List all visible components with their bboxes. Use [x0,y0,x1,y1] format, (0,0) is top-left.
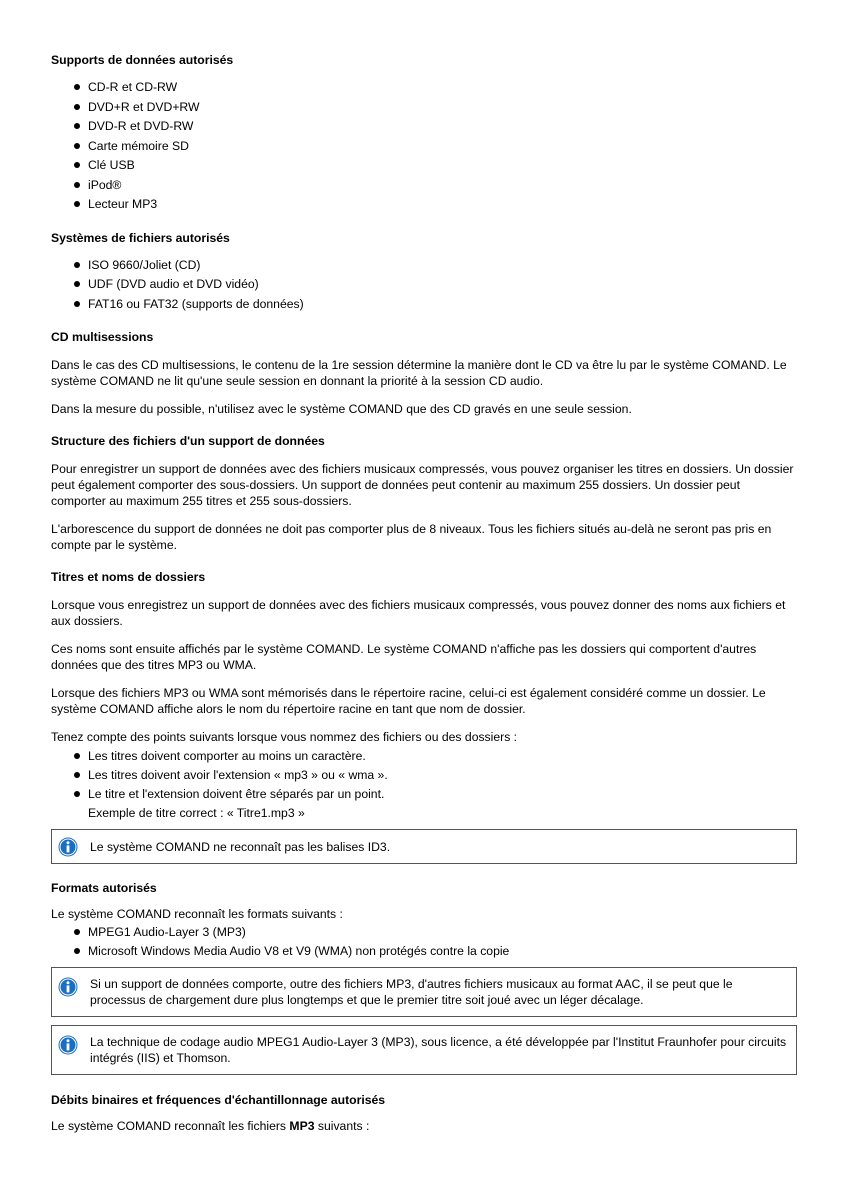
info-note: Le système COMAND ne reconnaît pas les balises ID3. [51,829,797,864]
bullet-icon [74,948,80,954]
list-item: UDF (DVD audio et DVD vidéo) [51,275,797,295]
heading-bitrates: Débits binaires et fréquences d'échantillonnage autorisés [51,1093,386,1107]
bullet-icon [74,301,80,307]
bullet-icon [74,123,80,129]
paragraph: Dans le cas des CD multisessions, le contenu de la 1re session détermine la manière dont le CD va être lu par le système COMAND. Le système COMAND ne lit qu'une seule session en donnant la priorité à la session CD audio. [51,358,787,388]
list-item: Le titre et l'extension doivent être séparés par un point. [51,785,797,804]
paragraph: Le système COMAND reconnaît les fichiers MP3 suivants : [51,1119,370,1133]
info-note: La technique de codage audio MPEG1 Audio-Layer 3 (MP3), sous licence, a été développée par l'Institut Fraunhofer pour circuits intégrés (IIS) et Thomson. [51,1025,797,1075]
paragraph: Ces noms sont ensuite affichés par le système COMAND. Le système COMAND n'affiche pas les dossiers qui comportent d'autres données que des titres MP3 ou WMA. [51,642,757,672]
list-item: Clé USB [51,156,797,176]
heading-formats: Formats autorisés [51,881,157,895]
list-item: Carte mémoire SD [51,137,797,157]
heading-file-structure: Structure des fichiers d'un support de données [51,434,325,448]
bullet-icon [74,162,80,168]
bullet-icon [74,104,80,110]
bullet-icon [74,772,80,778]
info-icon [58,1035,78,1055]
info-icon [58,977,78,997]
heading-file-systems: Systèmes de fichiers autorisés [51,230,230,245]
paragraph: Lorsque des fichiers MP3 ou WMA sont mémorisés dans le répertoire racine, celui-ci est également considéré comme un dossier. Le système COMAND affiche alors le nom du répertoire racine en tant que nom de dossier. [51,686,766,716]
heading-supported-media: Supports de données autorisés [51,53,234,67]
list-item: Microsoft Windows Media Audio V8 et V9 (WMA) non protégés contre la copie [51,942,797,961]
list-item: Lecteur MP3 [51,195,797,215]
bullet-icon [74,929,80,935]
bullet-icon [74,182,80,188]
bullet-icon [74,84,80,90]
list-item: DVD+R et DVD+RW [51,98,797,118]
list-item: Les titres doivent avoir l'extension « mp3 » ou « wma ». [51,766,797,785]
paragraph: Tenez compte des points suivants lorsque vous nommez des fichiers ou des dossiers : [51,730,518,744]
list-item: iPod® [51,176,797,196]
list-item: ISO 9660/Joliet (CD) [51,256,797,276]
info-icon [58,837,78,857]
list-item: CD-R et CD-RW [51,78,797,98]
list-item: DVD-R et DVD-RW [51,117,797,137]
paragraph: Le système COMAND reconnaît les formats suivants : [51,907,343,921]
heading-multisession: CD multisessions [51,330,154,344]
list-item: MPEG1 Audio-Layer 3 (MP3) [51,923,797,942]
bullet-icon [74,281,80,287]
paragraph: L'arborescence du support de données ne doit pas comporter plus de 8 niveaux. Tous les fichiers situés au-delà ne seront pas pris en compte par le système. [51,522,772,552]
bullet-icon [74,143,80,149]
list-item: FAT16 ou FAT32 (supports de données) [51,295,797,315]
supported-media-list [51,78,797,215]
bullet-icon [74,753,80,759]
bullet-icon [74,262,80,268]
naming-rules-list [51,747,797,804]
bullet-icon [74,791,80,797]
list-item: Les titres doivent comporter au moins un caractère. [51,747,797,766]
formats-list [51,923,797,961]
bullet-icon [74,201,80,207]
example-line: Exemple de titre correct : « Titre1.mp3 » [88,806,305,820]
paragraph: Dans la mesure du possible, n'utilisez avec le système COMAND que des CD gravés en une seule session. [51,402,632,416]
info-note: Si un support de données comporte, outre des fichiers MP3, d'autres fichiers musicaux au format AAC, il se peut que le processus de chargement dure plus longtemps et que le premier titre soit joué avec un léger décalage. [51,967,797,1017]
document-page [51,52,797,1134]
file-systems-list [51,256,797,315]
heading-titles-folders: Titres et noms de dossiers [51,570,206,584]
paragraph: Lorsque vous enregistrez un support de données avec des fichiers musicaux compressés, vous pouvez donner des noms aux fichiers et aux dossiers. [51,598,786,628]
paragraph: Pour enregistrer un support de données avec des fichiers musicaux compressés, vous pouvez organiser les titres en dossiers. Un dossier peut également comporter des sous-dossiers. Un support de données peut contenir au maximum 255 dossiers. Un dossier peut comporter au maximum 255 titres et 255 sous-dossiers. [51,462,794,508]
